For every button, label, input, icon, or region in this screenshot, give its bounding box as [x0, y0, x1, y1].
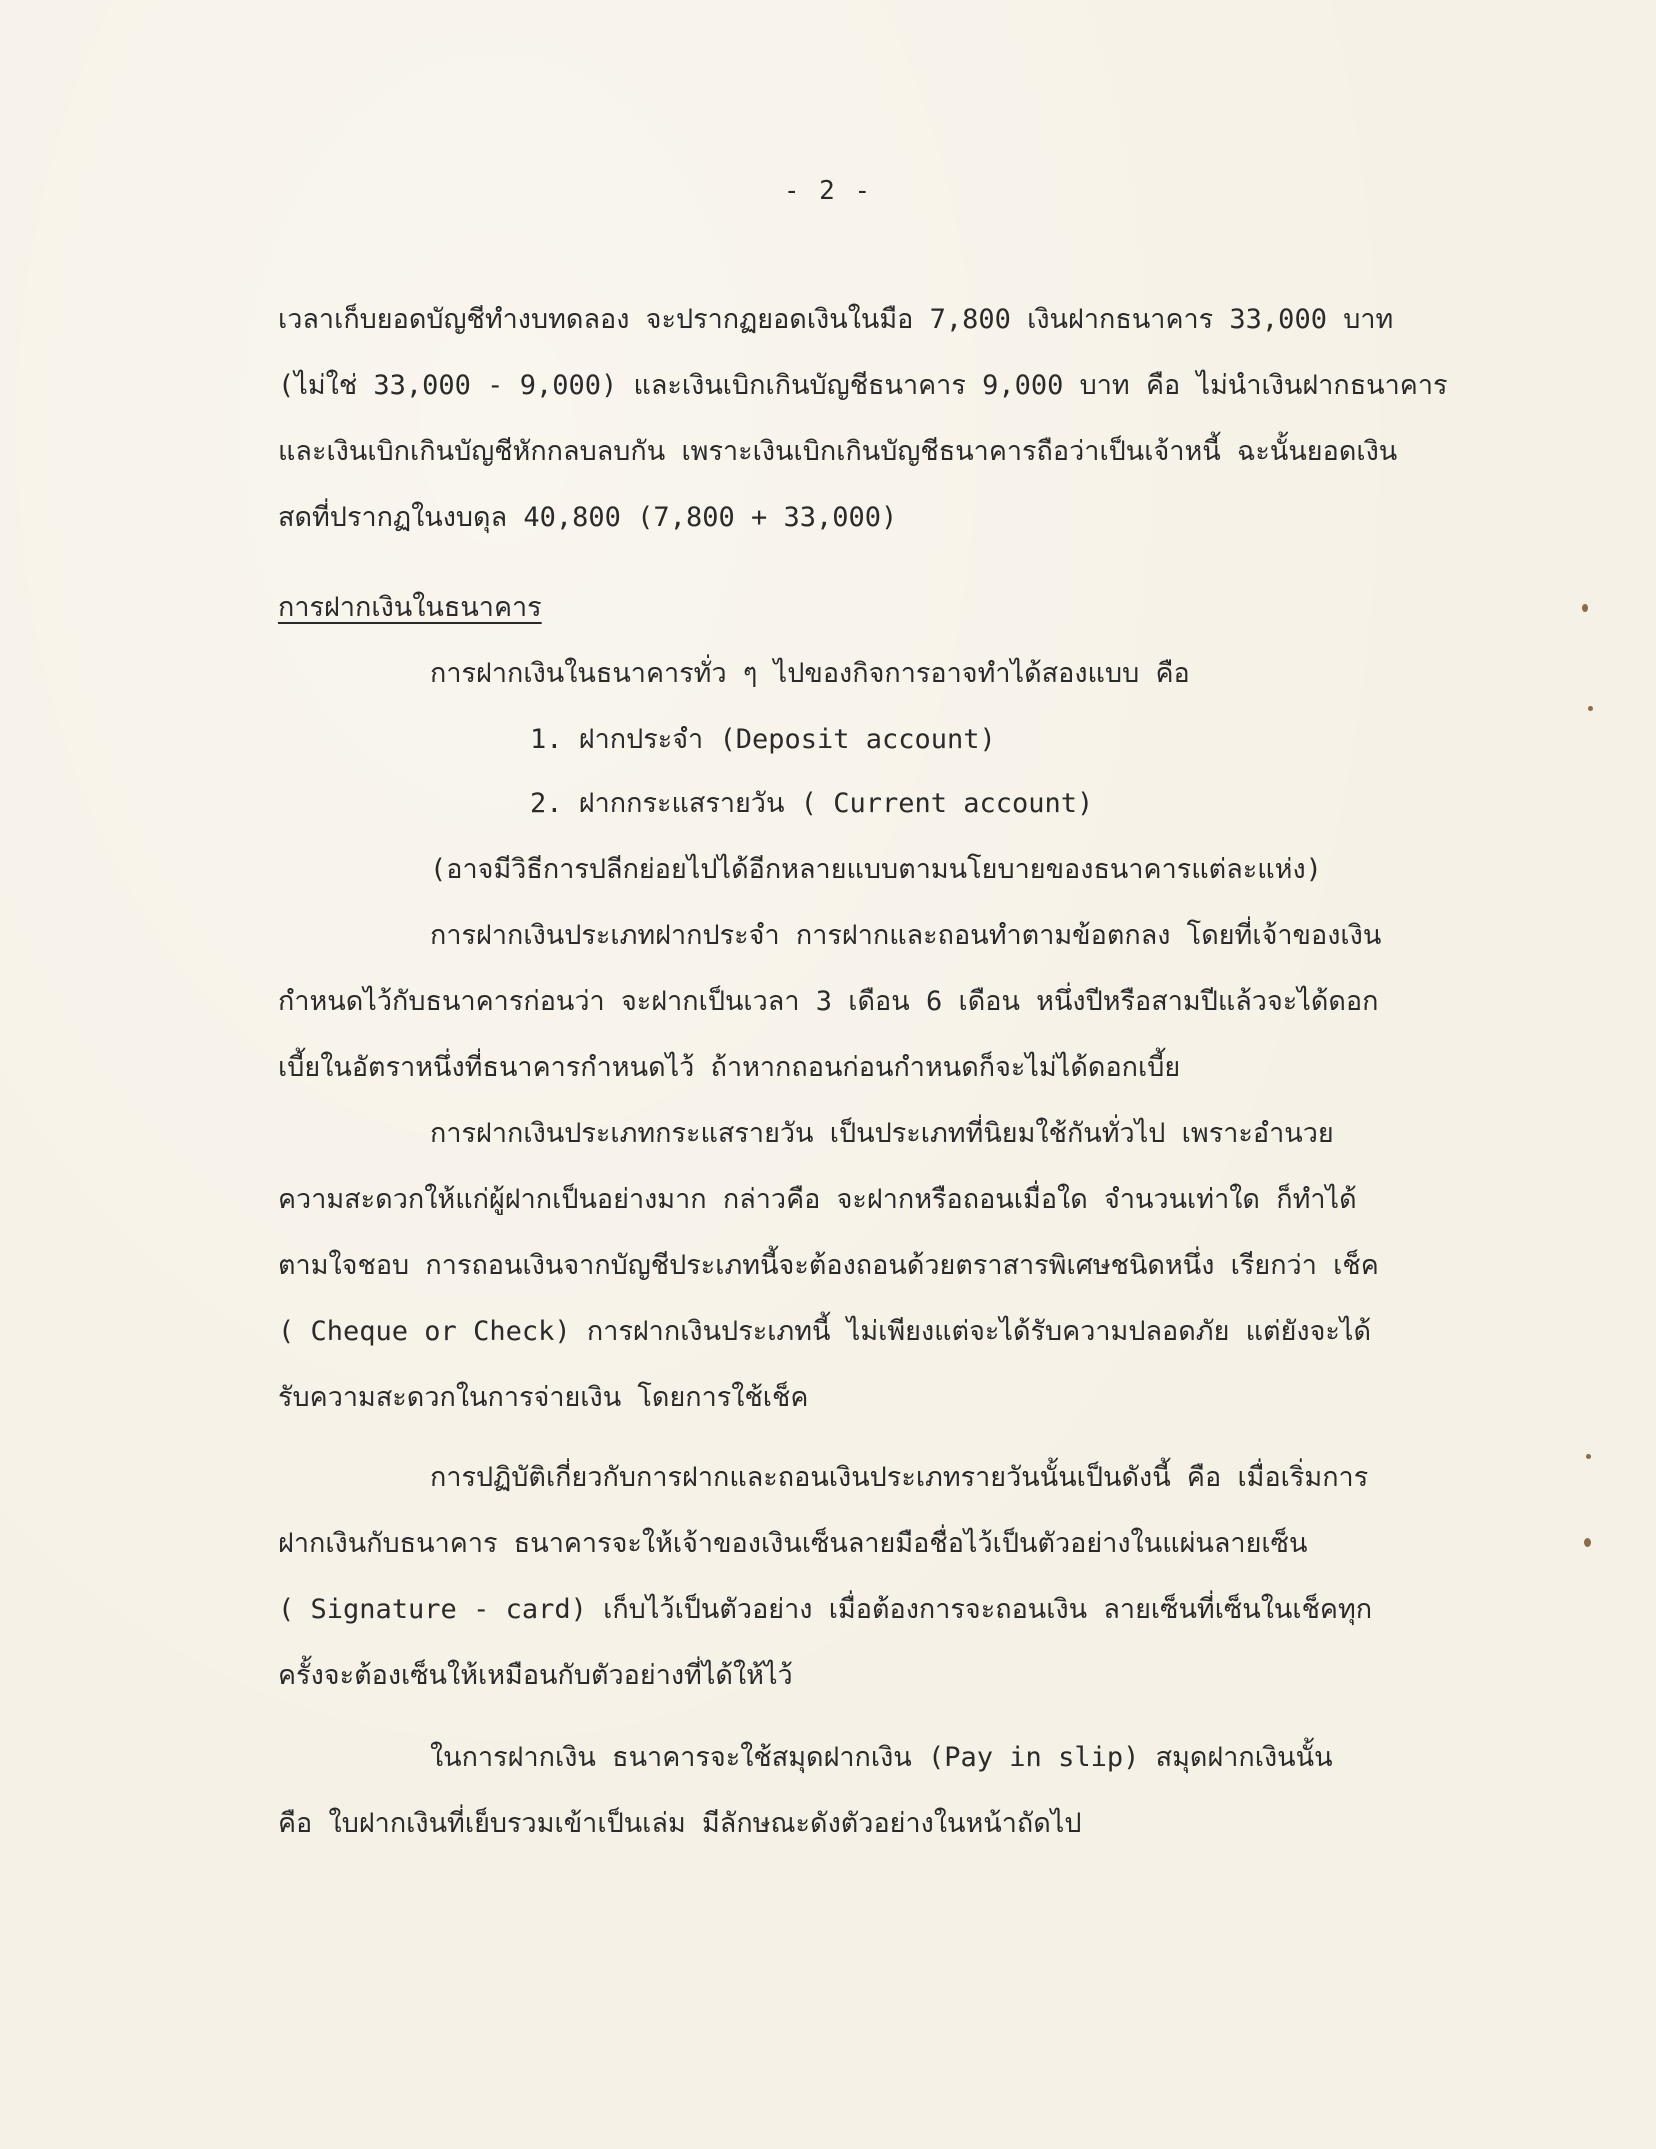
- text-line: ตามใจชอบ การถอนเงินจากบัญชีประเภทนี้จะต้องถอนด้วยตราสารพิเศษชนิดหนึ่ง เรียกว่า เช็ค: [278, 1250, 1379, 1281]
- paper-speck: [1588, 706, 1593, 711]
- text-line: เบี้ยในอัตราหนึ่งที่ธนาคารกำหนดไว้ ถ้าหากถอนก่อนกำหนดก็จะไม่ได้ดอกเบี้ย: [278, 1052, 1181, 1083]
- paper-speck: [1584, 1538, 1591, 1547]
- paper-speck: [1586, 1454, 1591, 1459]
- paper-speck: [1582, 604, 1588, 612]
- text-line: ฝากเงินกับธนาคาร ธนาคารจะให้เจ้าของเงินเซ็นลายมือชื่อไว้เป็นตัวอย่างในแผ่นลายเซ็น: [278, 1528, 1308, 1559]
- text-line: กำหนดไว้กับธนาคารก่อนว่า จะฝากเป็นเวลา 3 เดือน 6 เดือน หนึ่งปีหรือสามปีแล้วจะได้ดอก: [278, 986, 1379, 1017]
- text-line: การฝากเงินประเภทฝากประจำ การฝากและถอนทำตามข้อตกลง โดยที่เจ้าของเงิน: [430, 920, 1382, 951]
- text-line: รับความสะดวกในการจ่ายเงิน โดยการใช้เช็ค: [278, 1382, 809, 1413]
- text-line: การฝากเงินในธนาคารทั่ว ๆ ไปของกิจการอาจทำได้สองแบบ คือ: [430, 658, 1190, 689]
- text-line: เวลาเก็บยอดบัญชีทำงบทดลอง จะปรากฏยอดเงินในมือ 7,800 เงินฝากธนาคาร 33,000 บาท: [278, 304, 1394, 335]
- list-item: 2. ฝากกระแสรายวัน ( Current account): [530, 788, 1094, 819]
- text-line: การฝากเงินประเภทกระแสรายวัน เป็นประเภทที่นิยมใช้กันทั่วไป เพราะอำนวย: [430, 1118, 1334, 1149]
- text-line: ( Cheque or Check) การฝากเงินประเภทนี้ ไม่เพียงแต่จะได้รับความปลอดภัย แต่ยังจะได้: [278, 1316, 1372, 1347]
- text-line: ความสะดวกให้แก่ผู้ฝากเป็นอย่างมาก กล่าวคือ จะฝากหรือถอนเมื่อใด จำนวนเท่าใด ก็ทำได้: [278, 1184, 1357, 1215]
- text-line: ครั้งจะต้องเซ็นให้เหมือนกับตัวอย่างที่ได้ให้ไว้: [278, 1660, 793, 1691]
- text-line: ในการฝากเงิน ธนาคารจะใช้สมุดฝากเงิน (Pay in slip) สมุดฝากเงินนั้น: [430, 1742, 1333, 1773]
- text-line: คือ ใบฝากเงินที่เย็บรวมเข้าเป็นเล่ม มีลักษณะดังตัวอย่างในหน้าถัดไป: [278, 1808, 1082, 1839]
- section-heading: การฝากเงินในธนาคาร: [278, 592, 542, 623]
- text-line: สดที่ปรากฏในงบดุล 40,800 (7,800 + 33,000): [278, 502, 898, 533]
- list-item: 1. ฝากประจำ (Deposit account): [530, 724, 996, 755]
- text-line: (ไม่ใช่ 33,000 - 9,000) และเงินเบิกเกินบัญชีธนาคาร 9,000 บาท คือ ไม่นำเงินฝากธนาคาร: [278, 370, 1448, 401]
- text-line: ( Signature - card) เก็บไว้เป็นตัวอย่าง เมื่อต้องการจะถอนเงิน ลายเซ็นที่เซ็นในเช็คทุก: [278, 1594, 1373, 1625]
- text-line: การปฏิบัติเกี่ยวกับการฝากและถอนเงินประเภทรายวันนั้นเป็นดังนี้ คือ เมื่อเริ่มการ: [430, 1462, 1369, 1493]
- text-line: และเงินเบิกเกินบัญชีหักกลบลบกัน เพราะเงินเบิกเกินบัญชีธนาคารถือว่าเป็นเจ้าหนี้ ฉะนั้นยอดเงิน: [278, 436, 1398, 467]
- page-number: - 2 -: [783, 176, 873, 206]
- text-line: (อาจมีวิธีการปลีกย่อยไปได้อีกหลายแบบตามนโยบายของธนาคารแต่ละแห่ง): [430, 854, 1322, 885]
